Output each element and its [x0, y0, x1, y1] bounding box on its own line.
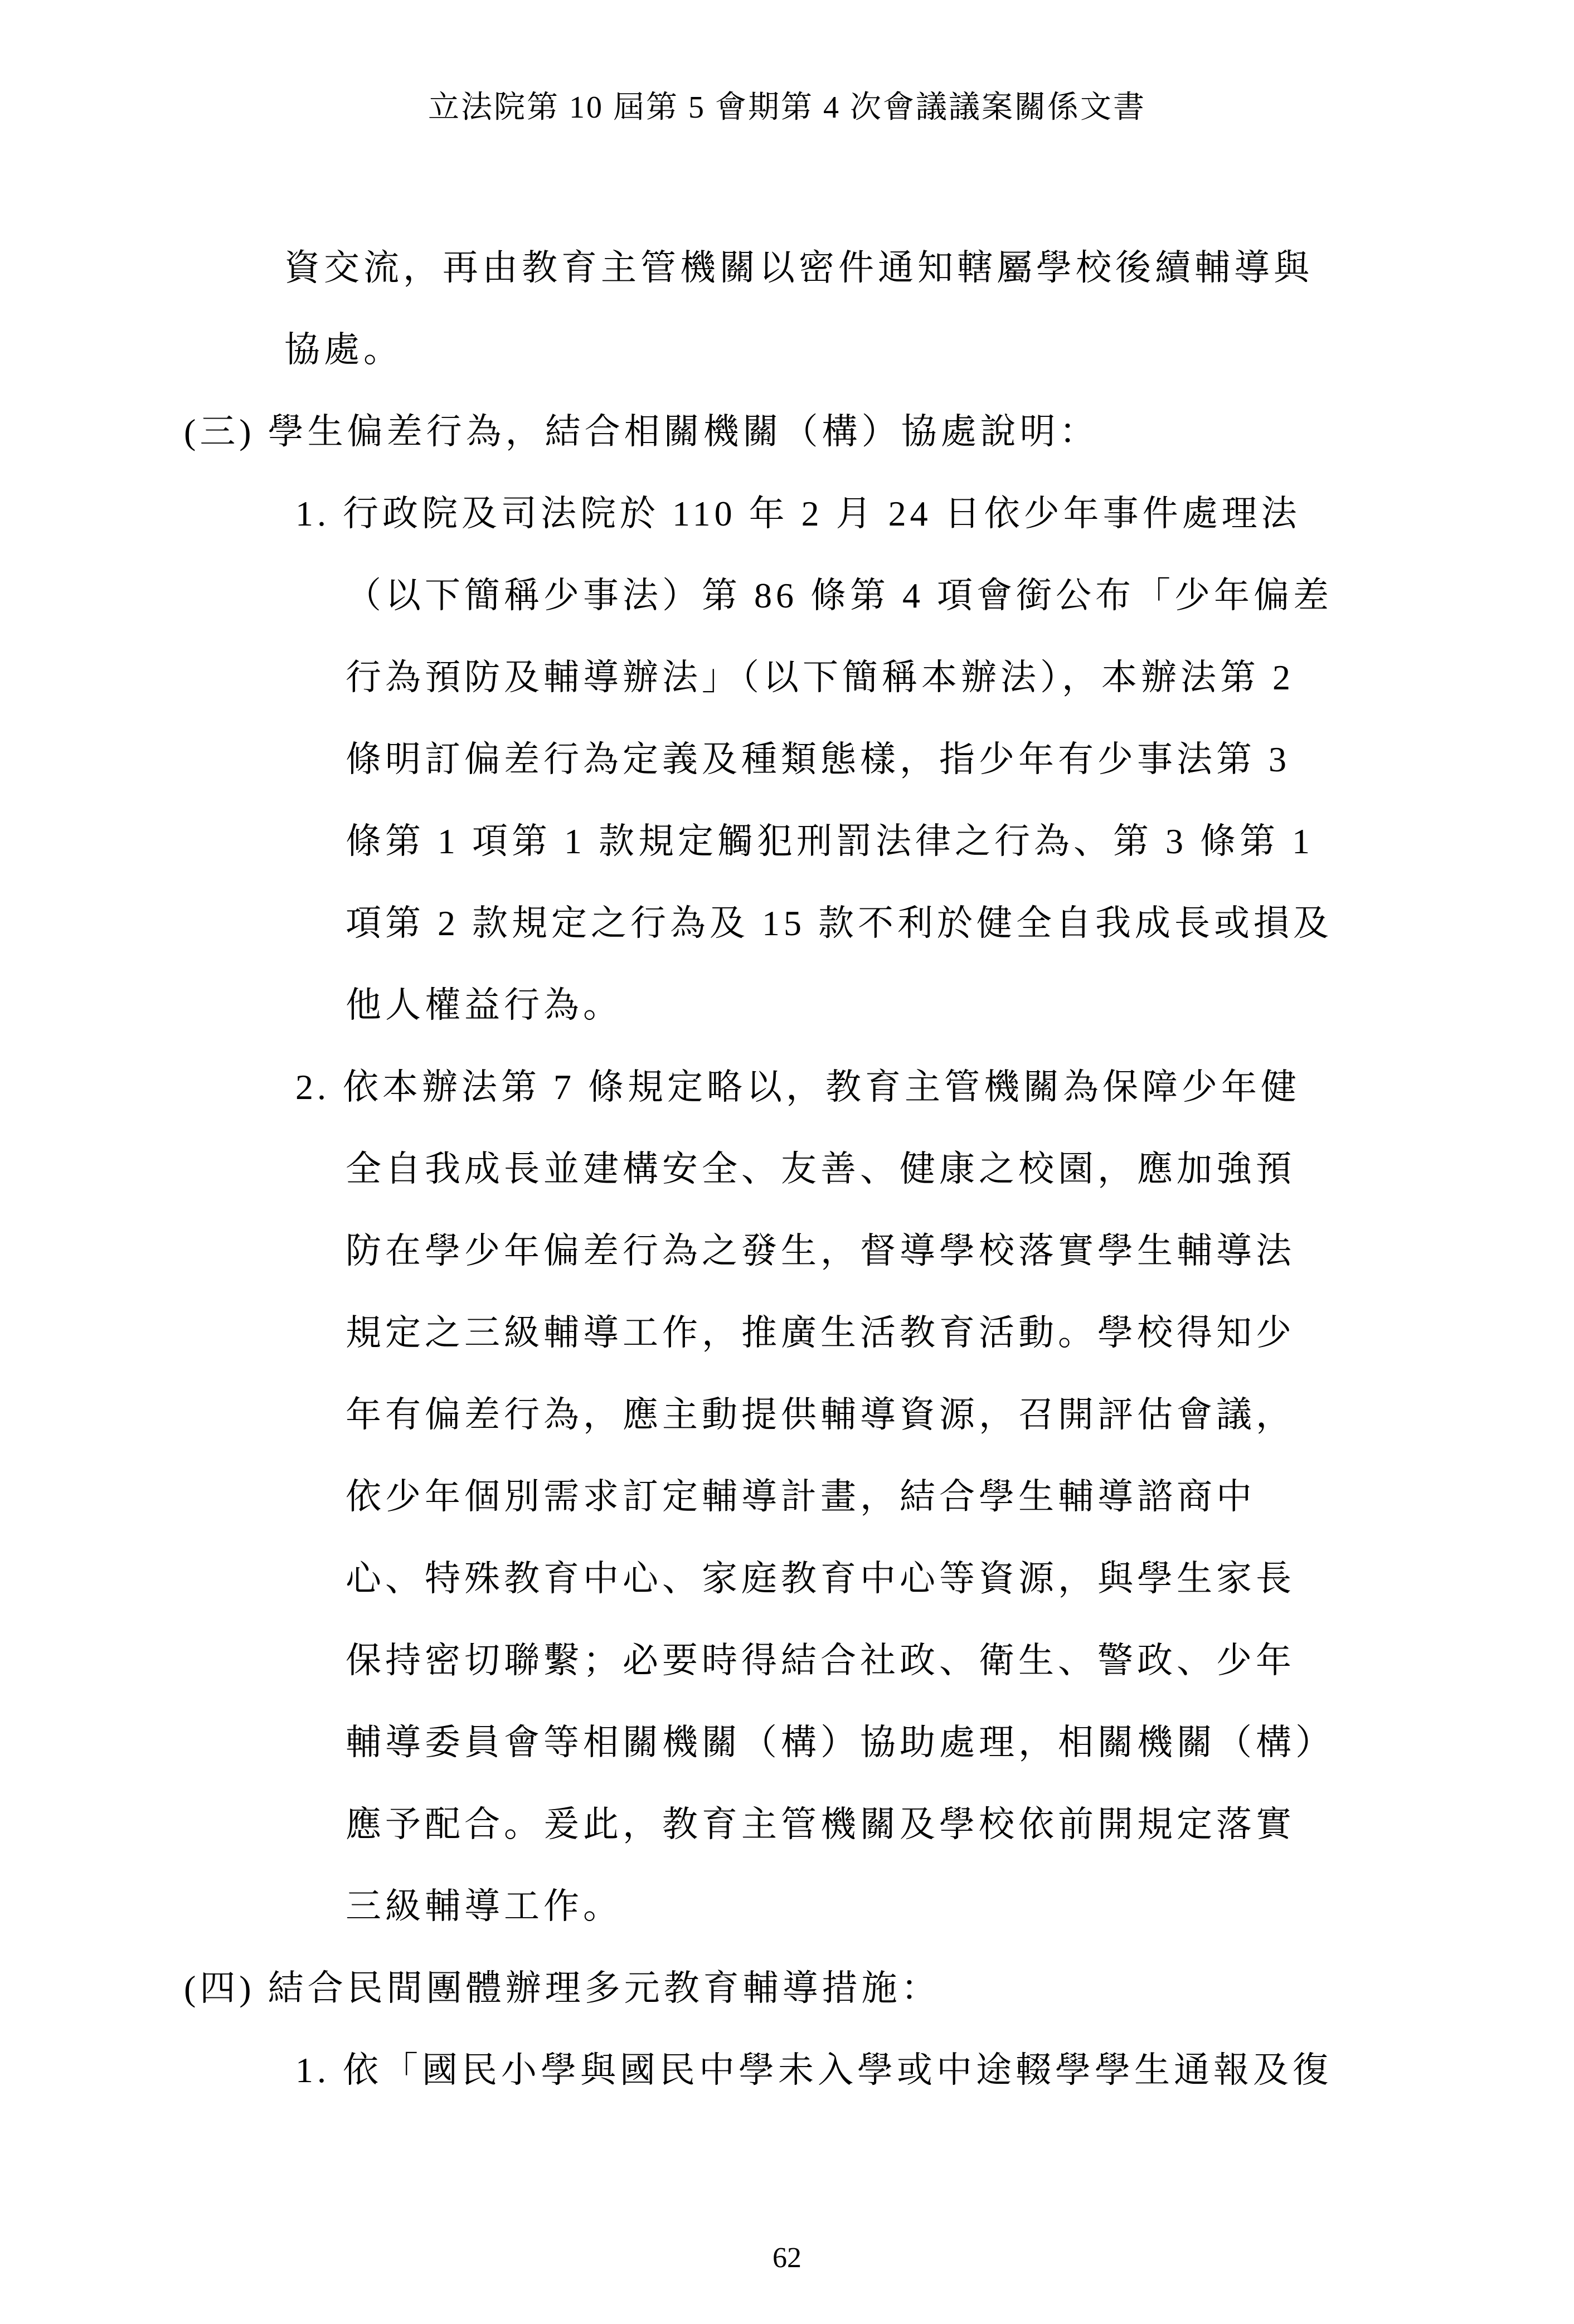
text-line: 防在學少年偏差行為之發生，督導學校落實學生輔導法: [346, 1231, 1295, 1271]
numbered-item-2: 2. 依本辦法第 7 條規定略以，教育主管機關為保障少年健: [295, 1067, 1300, 1107]
page-number: 62: [773, 2242, 801, 2274]
section-heading-4: (四) 結合民間團體辦理多元教育輔導措施：: [184, 1968, 941, 2008]
text-line: 年有偏差行為，應主動提供輔導資源，召開評估會議，: [346, 1395, 1295, 1435]
numbered-item-1: 1. 行政院及司法院於 110 年 2 月 24 日依少年事件處理法: [295, 494, 1301, 533]
text-line: 輔導委員會等相關機關（構）協助處理，相關機關（構）: [346, 1723, 1335, 1762]
text-line: 他人權益行為。: [346, 985, 623, 1025]
numbered-item-1b: 1. 依「國民小學與國民中學未入學或中途輟學學生通報及復: [295, 2050, 1332, 2090]
text-line: 保持密切聯繫；必要時得結合社政、衛生、警政、少年: [346, 1641, 1295, 1680]
text-line: 規定之三級輔導工作，推廣生活教育活動。學校得知少: [346, 1313, 1295, 1353]
text-line: 心、特殊教育中心、家庭教育中心等資源，與學生家長: [346, 1559, 1295, 1598]
text-line: 三級輔導工作。: [346, 1887, 623, 1926]
text-line: 行為預防及輔導辦法」（以下簡稱本辦法），本辦法第 2: [346, 658, 1294, 697]
section-heading-3: (三) 學生偏差行為，結合相關機關（構）協處說明：: [184, 412, 1099, 451]
text-line: 協處。: [284, 330, 403, 369]
page-header-title: 立法院第 10 屆第 5 會期第 4 次會議議案關係文書: [428, 90, 1146, 125]
text-line: （以下簡稱少事法）第 86 條第 4 項會銜公布「少年偏差: [346, 576, 1333, 615]
text-line: 應予配合。爰此，教育主管機關及學校依前開規定落實: [346, 1805, 1295, 1844]
text-line: 資交流，再由教育主管機關以密件通知轄屬學校後續輔導與: [284, 248, 1313, 288]
text-line: 項第 2 款規定之行為及 15 款不利於健全自我成長或損及: [346, 903, 1333, 943]
text-line: 條明訂偏差行為定義及種類態樣，指少年有少事法第 3: [346, 740, 1290, 779]
text-line: 依少年個別需求訂定輔導計畫，結合學生輔導諮商中: [346, 1477, 1256, 1516]
text-line: 條第 1 項第 1 款規定觸犯刑罰法律之行為、第 3 條第 1: [346, 821, 1314, 861]
text-line: 全自我成長並建構安全、友善、健康之校園，應加強預: [346, 1149, 1295, 1189]
document-body: [0, 227, 1574, 2111]
